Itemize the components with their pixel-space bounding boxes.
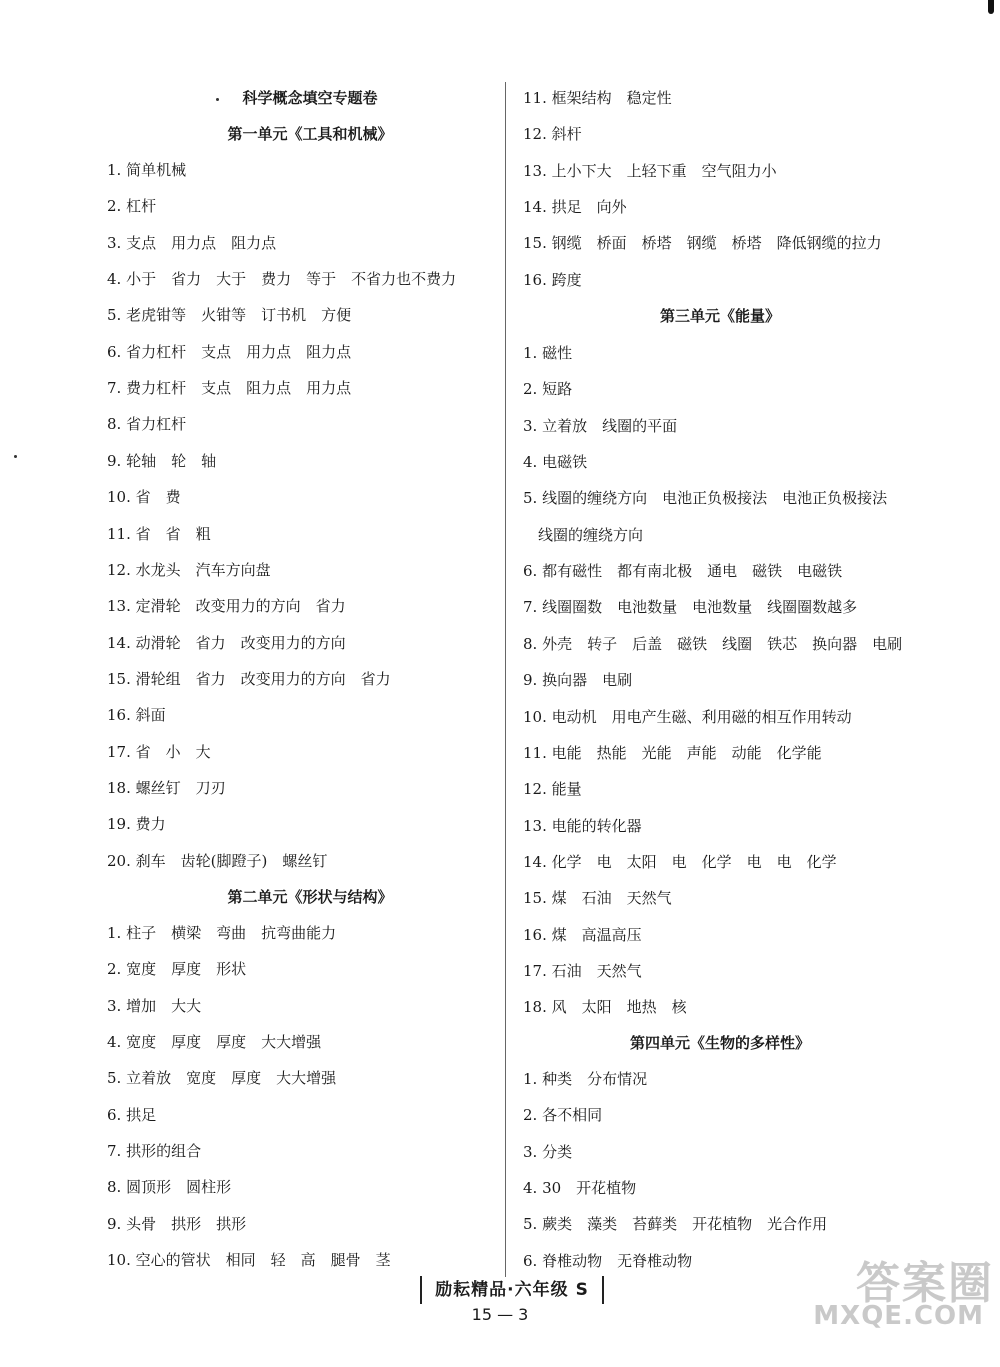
section-heading-unit3: 第三单元《能量》 bbox=[659, 307, 780, 325]
answer-line: 4. 电磁铁 bbox=[523, 453, 588, 471]
answer-line: 11. 电能 热能 光能 声能 动能 化学能 bbox=[523, 744, 822, 762]
answer-line: 3. 增加 大大 bbox=[107, 997, 202, 1015]
answer-line: 8. 圆顶形 圆柱形 bbox=[107, 1178, 232, 1196]
answer-line: 线圈的缠绕方向 bbox=[523, 526, 644, 544]
answer-line: 1. 简单机械 bbox=[107, 161, 187, 179]
answer-line: 15. 钢缆 桥面 桥塔 钢缆 桥塔 降低钢缆的拉力 bbox=[523, 234, 882, 252]
answer-line: 5. 蕨类 藻类 苔藓类 开花植物 光合作用 bbox=[523, 1215, 828, 1233]
answer-line: 18. 风 太阳 地热 核 bbox=[523, 998, 687, 1016]
answer-line: 7. 拱形的组合 bbox=[107, 1142, 202, 1160]
answer-line: 19. 费力 bbox=[107, 815, 166, 833]
answer-line: 14. 化学 电 太阳 电 化学 电 电 化学 bbox=[523, 853, 837, 871]
section-heading-unit2: 第二单元《形状与结构》 bbox=[227, 888, 393, 906]
answer-line: 16. 煤 高温高压 bbox=[523, 926, 642, 944]
answer-line: 4. 小于 省力 大于 费力 等于 不省力也不费力 bbox=[107, 270, 457, 288]
answer-line: 5. 立着放 宽度 厚度 大大增强 bbox=[107, 1069, 337, 1087]
answer-line: 2. 各不相同 bbox=[523, 1106, 603, 1124]
answer-line: 9. 换向器 电刷 bbox=[523, 671, 633, 689]
answer-line: 20. 刹车 齿轮(脚蹬子) 螺丝钉 bbox=[107, 852, 328, 870]
answer-line: 10. 电动机 用电产生磁、利用磁的相互作用转动 bbox=[523, 708, 852, 726]
answer-line: 13. 上小下大 上轻下重 空气阻力小 bbox=[523, 162, 777, 180]
answer-line: 8. 外壳 转子 后盖 磁铁 线圈 铁芯 换向器 电刷 bbox=[523, 635, 903, 653]
answer-line: 14. 动滑轮 省力 改变用力的方向 bbox=[107, 634, 346, 652]
answer-line: 15. 煤 石油 天然气 bbox=[523, 889, 672, 907]
section-heading-unit4: 第四单元《生物的多样性》 bbox=[629, 1034, 810, 1052]
answer-line: 2. 短路 bbox=[523, 380, 573, 398]
answer-line: 1. 柱子 横梁 弯曲 抗弯曲能力 bbox=[107, 924, 337, 942]
answer-line: 10. 省 费 bbox=[107, 488, 181, 506]
answer-line: 1. 种类 分布情况 bbox=[523, 1070, 648, 1088]
answer-line: 2. 杠杆 bbox=[107, 197, 157, 215]
answer-line: 3. 分类 bbox=[523, 1143, 573, 1161]
watermark-url: MXQE.COM bbox=[813, 1301, 984, 1331]
answer-line: 6. 都有磁性 都有南北极 通电 磁铁 电磁铁 bbox=[523, 562, 843, 580]
footer-brand-box bbox=[420, 1276, 604, 1304]
answer-line: 6. 省力杠杆 支点 用力点 阻力点 bbox=[107, 343, 352, 361]
answer-line: 2. 宽度 厚度 形状 bbox=[107, 960, 247, 978]
answer-line: 7. 线圈圈数 电池数量 电池数量 线圈圈数越多 bbox=[523, 598, 858, 616]
answer-line: 12. 斜杆 bbox=[523, 125, 582, 143]
answer-line: 17. 石油 天然气 bbox=[523, 962, 642, 980]
watermark bbox=[794, 1247, 994, 1337]
answer-line: 4. 30 开花植物 bbox=[523, 1179, 637, 1197]
answer-line: 5. 老虎钳等 火钳等 订书机 方便 bbox=[107, 306, 352, 324]
answer-line: 8. 省力杠杆 bbox=[107, 415, 187, 433]
answer-line: 13. 定滑轮 改变用力的方向 省力 bbox=[107, 597, 346, 615]
answer-line: 17. 省 小 大 bbox=[107, 743, 211, 761]
answer-line: 12. 能量 bbox=[523, 780, 582, 798]
answer-line: 6. 拱足 bbox=[107, 1106, 157, 1124]
stray-dot bbox=[14, 455, 17, 458]
answer-line: 11. 框架结构 稳定性 bbox=[523, 89, 672, 107]
answer-line: 18. 螺丝钉 刀刃 bbox=[107, 779, 226, 797]
answer-line: 4. 宽度 厚度 厚度 大大增强 bbox=[107, 1033, 322, 1051]
answer-line: 3. 立着放 线圈的平面 bbox=[523, 417, 678, 435]
answer-line: 3. 支点 用力点 阻力点 bbox=[107, 234, 277, 252]
answer-line: 11. 省 省 粗 bbox=[107, 525, 211, 543]
corner-mark bbox=[988, 0, 994, 14]
answer-line: 16. 跨度 bbox=[523, 271, 582, 289]
answer-line: 9. 轮轴 轮 轴 bbox=[107, 452, 217, 470]
page-title: 科学概念填空专题卷 bbox=[242, 89, 378, 107]
answer-line: 12. 水龙头 汽车方向盘 bbox=[107, 561, 271, 579]
answer-line: 16. 斜面 bbox=[107, 706, 166, 724]
answer-line: 15. 滑轮组 省力 改变用力的方向 省力 bbox=[107, 670, 391, 688]
answer-line: 6. 脊椎动物 无脊椎动物 bbox=[523, 1252, 693, 1270]
answer-line: 7. 费力杠杆 支点 阻力点 用力点 bbox=[107, 379, 352, 397]
answer-line: 1. 磁性 bbox=[523, 344, 573, 362]
column-divider bbox=[505, 82, 506, 1277]
answer-line: 13. 电能的转化器 bbox=[523, 817, 642, 835]
answer-line: 14. 拱足 向外 bbox=[523, 198, 627, 216]
page-number: 15 — 3 bbox=[471, 1305, 529, 1324]
answer-line: 5. 线圈的缠绕方向 电池正负极接法 电池正负极接法 bbox=[523, 489, 888, 507]
section-heading-unit1: 第一单元《工具和机械》 bbox=[227, 125, 393, 143]
footer-brand: 励耘精品·六年级 S bbox=[435, 1280, 589, 1300]
answer-line: 10. 空心的管状 相同 轻 高 腿骨 茎 bbox=[107, 1251, 391, 1269]
watermark-logo-text: 答案圈 bbox=[856, 1258, 994, 1309]
answer-line: 9. 头骨 拱形 拱形 bbox=[107, 1215, 247, 1233]
